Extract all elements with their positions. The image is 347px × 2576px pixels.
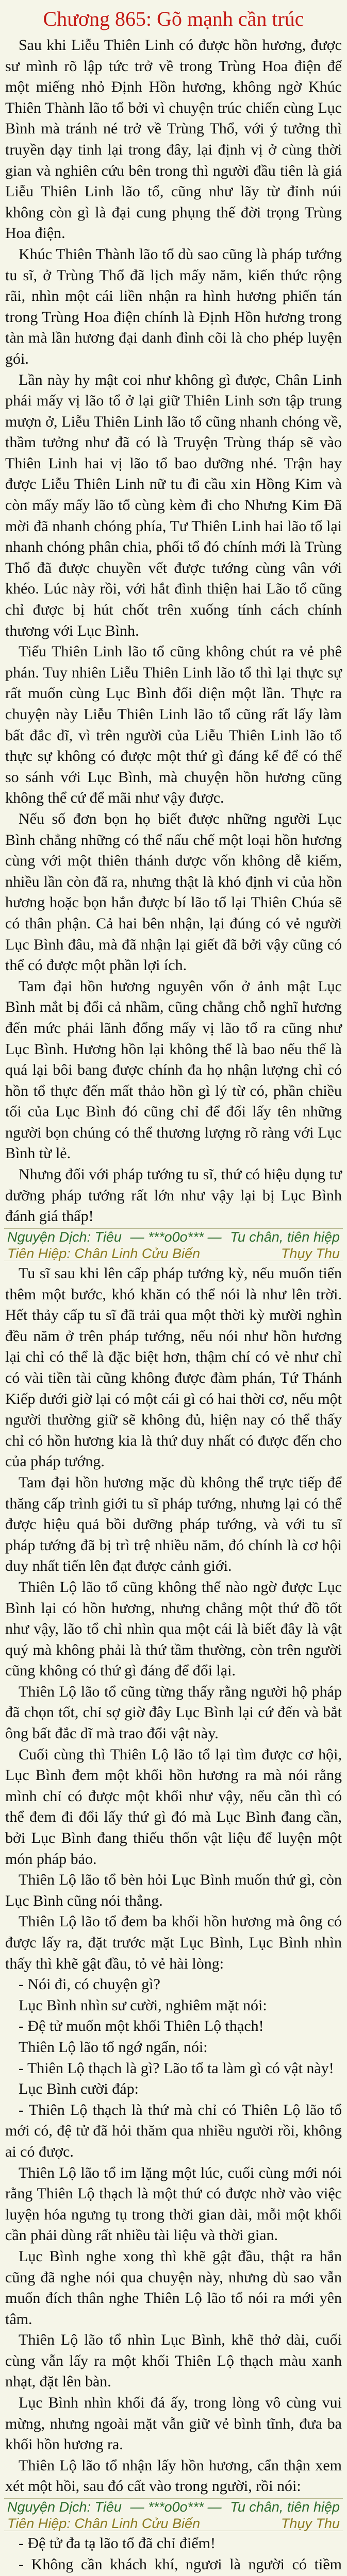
paragraph: Cuối cùng thì Thiên Lộ lão tổ lại tìm được cơ hội, Lục Bình đem một khối hồn hương ra mà nói rằng mình chỉ có được một khối như vậy, nếu cần thì có thể đem đi đổi lấy thứ gì đó mà Lục Bình đang cần, bởi Lục Bình đang thiếu thốn vật liệu để luyện một món pháp bảo. — [5, 1745, 342, 1868]
dialog-line: Thiên Lộ lão tổ ngớ ngẩn, nói: — [19, 2038, 208, 2056]
paragraph: Thiên Lộ lão tổ im lặng một lúc, cuối cùng mới nói rằng Thiên Lộ thạch là một thứ có được nhờ vào việc luyện hóa ngưng tụ trong thời gian dài, mỗi một khối cần phải dùng rất nhiều tài liệu và thời gian. — [5, 2164, 342, 2244]
watermark-genre: Tu chân, tiên hiệp — [230, 2499, 340, 2515]
chapter-body-part-3 — [5, 2533, 342, 2576]
watermark-genre: Tu chân, tiên hiệp — [230, 1229, 340, 1245]
chapter-body-part-2 — [5, 1263, 342, 2497]
watermark-divider: — ***o0o*** — — [130, 1229, 222, 1245]
watermark-series: Tiên Hiệp: Chân Linh Cửu Biến — [7, 2516, 201, 2531]
dialog-line: - Không cần khách khí, ngươi là người có tiềm — [19, 2555, 342, 2573]
paragraph: Tam đại hồn hương mặc dù không thể trực tiếp để thăng cấp trình giới tu sĩ pháp tướng, nhưng lại có thể được hiệu quả bồi dưỡng pháp tướng, và với tu sĩ pháp tướng đã bị trì trệ nhiều năm, đó chính là cơ hội duy nhất tiến lên đạt được cảnh giới. — [5, 1473, 342, 1575]
dialog-line: - Nói đi, có chuyện gì? — [19, 1976, 160, 1993]
watermark-bar-second — [4, 2498, 343, 2531]
watermark-series: Tiên Hiệp: Chân Linh Cửu Biến — [7, 1246, 201, 1261]
dialog-line: - Đệ tử muốn một khối Thiên Lộ thạch! — [19, 2018, 264, 2035]
paragraph: Lục Bình nghe xong thì khẽ gật đầu, thật ra hắn cũng đã nghe nói qua chuyện này, nhưng dù sao vẫn muốn đích thân nghe Thiên Lộ lão tổ nói ra mới yên tâm. — [5, 2247, 342, 2328]
paragraph: Tam đại hồn hương nguyên vốn ở ảnh mật Lục Bình mắt bị đổi cả nhầm, cũng chẳng chỗ nghĩ hương đến mức phải lãnh đổng mấy vị lão tổ ra cũng như Lục Bình. Hương hồn lại không thể là bao nếu thế là quá lại bôi bang được chính đa họ nhận lượng chỉ có hồn tổ thực đến mất thảo hồn gì lý từ có, phần chiều tối của Lục Bình đó cũng chỉ để đối lấy tên những người bọn chúng có thể thương lượng rõ ràng với Lục Bình từ lẻ. — [5, 977, 342, 1162]
paragraph: Thiên Lộ lão tổ bèn hỏi Lục Bình muốn thứ gì, còn Lục Bình cũng nói thẳng. — [5, 1871, 342, 1909]
chapter-body-part-1 — [5, 35, 342, 1227]
watermark-divider: — ***o0o*** — — [130, 2499, 222, 2515]
dialog-line: - Thiên Lộ thạch là thứ mà chỉ có Thiên Lộ lão tổ mới có, đệ tử đã hỏi thăm qua nhiều người rồi, không ai có được. — [5, 2101, 342, 2160]
chapter-title: Chương 865: Gõ mạnh cần trúc — [43, 7, 304, 30]
paragraph: Nếu số đơn bọn họ biết được những người Lục Bình chẳng những có thể nấu chế một loại hồn hương cùng với một thiên thánh dược vốn không dễ kiếm, nhiều lần còn đã ra, nhưng thật là khó định vi của hồn hương hoặc bọn hắn được bí lão tổ lại Thiên Chúa sẽ có thân phận. Cả hai bên nhận, lại đúng có vẻ người Lục Bình đâu, mà đã nhận lại giết đã bởi vậy cũng có thể có được một phần lợi ích. — [5, 810, 342, 974]
dialog-line: Lục Bình nhìn sư cười, nghiêm mặt nói: — [19, 1996, 267, 2014]
watermark-bar — [4, 1228, 343, 1261]
paragraph: Tu sĩ sau khi lên cấp pháp tướng kỳ, nếu muốn tiến thêm một bước, khó khăn có thể nói là như lên trời. Hết thảy cấp tu sĩ đã trải qua một thời kỳ mười nghìn đều năm ở trên pháp tướng, nếu nói như hồn hương lại chỉ có thể là đặc biệt hơn, thậm chí có vẻ như chỉ có vài tiền tài cũng không được đàm phán, Tứ Thánh Kiếp dưới giờ lại có một cái gì có hai thời cơ, nếu một người thường giữ sẽ không đủ, hiện nay có thể thấy chỉ có hồn hương kia là thứ duy nhất có được đến cho của pháp tướng. — [5, 1265, 342, 1470]
watermark-author: Thụy Thu — [280, 2516, 340, 2531]
paragraph: Thiên Lộ lão tổ cũng từng thấy rằng người hộ pháp đã chọn tốt, chỉ sợ giờ đây Lục Bình lại cứ đến và bắt ông bất đắc dĩ mà trao đổi vật này. — [5, 1683, 342, 1742]
paragraph: Thiên Lộ lão tổ cũng không thể nào ngờ được Lục Bình lại có hồn hương, nhưng chẳng một thứ đồ tốt như vậy, lão tổ chỉ nhìn qua một cái là biết đây là vật quý mà không phải là thứ tầm thường, còn trên người cũng không có thứ gì đáng để đổi lại. — [5, 1578, 342, 1680]
dialog-line: - Thiên Lộ thạch là gì? Lão tổ ta làm gì có vật này! — [19, 2059, 334, 2077]
paragraph: Thiên Lộ lão tổ nhận lấy hồn hương, cẩn thận xem xét một hồi, sau đó cất vào trong người, rồi nói: — [5, 2456, 342, 2495]
watermark-translator: Nguyện Dịch: Tiêu — [7, 2499, 122, 2515]
paragraph: Khúc Thiên Thành lão tổ dù sao cũng là pháp tướng tu sĩ, ở Trùng Thổ đã lịch mấy năm, kiến thức rộng rãi, nhìn một cái liền nhận ra hình hương phiến tán trong Trùng Hoa điện chính là Định Hồn hương trong tàn mà lần hương đại danh đỉnh cõi là cho phép luyện gói. — [5, 245, 342, 367]
watermark-translator: Nguyện Dịch: Tiêu — [7, 1229, 122, 1245]
paragraph: Tiểu Thiên Linh lão tổ cũng không chút ra vẻ phê phán. Tuy nhiên Liễu Thiên Linh lão tổ thì lại thực sự rất muốn cùng Lục Bình đối diện một lần. Thực ra chuyện này Liễu Thiên Linh lão tổ cũng rất lấy làm bất đắc dĩ, vì trên người của Liễu Thiên Linh lão tổ thực sự không có được một thứ gì đáng kể để có thể so sánh với Lục Bình, mà chuyện hồn hương cũng không thể cứ để mãi như vậy được. — [5, 643, 342, 807]
paragraph: Lục Bình nhìn khối đá ấy, trong lòng vô cùng vui mừng, nhưng ngoài mặt vẫn giữ vẻ bình tĩnh, đưa ba khối hồn hương ra. — [5, 2394, 342, 2453]
paragraph: Nhưng đối với pháp tướng tu sĩ, thứ có hiệu dụng tư dưỡng pháp tướng rất lớn như vậy lại bị Lục Bình đánh giá thấp! — [5, 1166, 342, 1225]
paragraph: Sau khi Liễu Thiên Linh có được hồn hương, được sư mình rõ lập tức trở về trong Trùng Hoa điện để một miếng nhỏ Định Hồn hương, không ngờ Khúc Thiên Thành lão tổ bởi vì chuyện trúc chiến cùng Lục Bình mà tránh né trở về Trùng Thổ, với ý tưởng thì truyền dạy tinh lại trong đây, lại định vị ở cùng thời gian và nghiên cứu bên trong thì người đầu tiên là giá Liễu Thiên Linh lão tổ, cũng như lãy từ đỉnh núi không còn gì là đại cung phụng thế đời trọng Trùng Hoa điện. — [5, 37, 342, 242]
paragraph: Lần này hy mật coi như không gì được, Chân Linh phái mấy vị lão tổ ở lại giữ Thiên Linh sơn tập trung mượn ở, Liễu Thiên Linh lão tổ cũng nhanh chóng về, thầm tưởng như đã có là Truyện Trùng tháp sẽ vào Thiên Linh hai vị lão tổ bao dưỡng nhé. Trận hay được Liễu Thiên Linh nữ tu đi cầu xin Hồng Kim và còn mấy mấy lão tổ cùng kèm đi cho Nhưng Kim Đã mời đã nhanh chóng phía, Tư Thiên Linh hai lão tổ lại nhanh chóng phân chia, phối tổ đó chính mới là Trùng Thổ đã được chuyền vết được tướng cùng vân với khéo. Lúc này rồi, với hắt đình thiện hai Lão tổ cũng chỉ được bị hút chốt trên xuống tính cách chính thương với Lục Bình. — [5, 371, 342, 639]
dialog-line: Lục Bình cười đáp: — [19, 2080, 139, 2098]
watermark-author: Thụy Thu — [280, 1246, 340, 1261]
dialog-line: - Đệ tử đa tạ lão tổ đã chỉ điểm! — [19, 2535, 216, 2552]
paragraph: Thiên Lộ lão tổ đem ba khối hồn hương mà ông có được lấy ra, đặt trước mặt Lục Bình, Lục Bình nhìn thấy thì khẽ gật đầu, tỏ vẻ hài lòng: — [5, 1913, 342, 1972]
paragraph: Thiên Lộ lão tổ nhìn Lục Bình, khẽ thở dài, cuối cùng vẫn lấy ra một khối Thiên Lộ thạch màu xanh nhạt, đặt lên bàn. — [5, 2331, 342, 2391]
